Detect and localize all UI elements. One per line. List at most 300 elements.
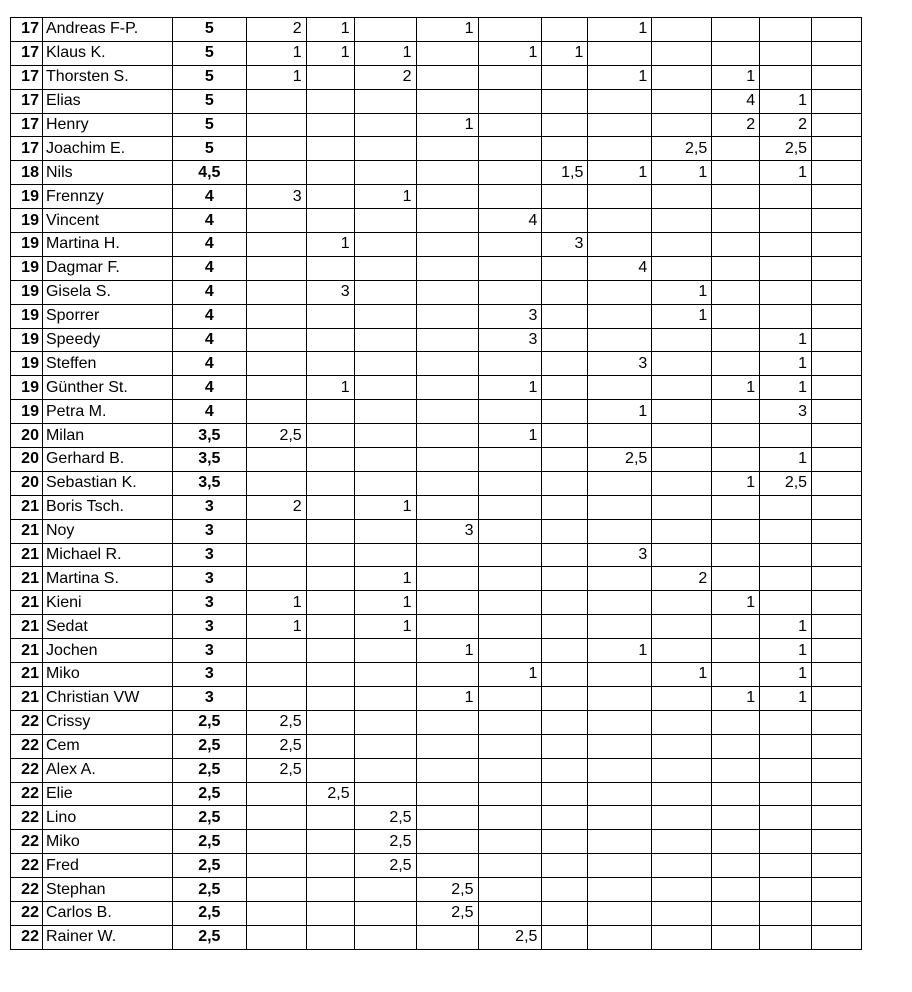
total-points-cell: 4: [172, 400, 246, 424]
total-points-cell: 4,5: [172, 161, 246, 185]
points-cell: [542, 782, 588, 806]
total-points-cell: 2,5: [172, 782, 246, 806]
points-cell: [478, 161, 542, 185]
points-cell: [760, 710, 812, 734]
points-cell: [760, 806, 812, 830]
points-cell: 1: [354, 185, 416, 209]
points-cell: [652, 495, 712, 519]
points-cell: [478, 758, 542, 782]
points-cell: [712, 854, 760, 878]
points-cell: [416, 854, 478, 878]
player-name-cell: Vincent: [42, 209, 172, 233]
points-cell: [542, 185, 588, 209]
points-cell: [246, 304, 306, 328]
total-points-cell: 5: [172, 18, 246, 42]
points-cell: [306, 925, 354, 949]
points-cell: [712, 209, 760, 233]
points-cell: [246, 782, 306, 806]
points-cell: [306, 328, 354, 352]
points-cell: [306, 137, 354, 161]
points-cell: [478, 352, 542, 376]
points-cell: [354, 878, 416, 902]
points-cell: [652, 686, 712, 710]
points-cell: 1: [588, 65, 652, 89]
points-cell: 2,5: [306, 782, 354, 806]
points-cell: 3: [416, 519, 478, 543]
points-cell: 2,5: [652, 137, 712, 161]
points-cell: [712, 806, 760, 830]
points-cell: [812, 543, 862, 567]
points-cell: [542, 639, 588, 663]
table-row: [11, 734, 912, 758]
points-cell: [588, 925, 652, 949]
points-cell: 1: [712, 591, 760, 615]
points-cell: 2,5: [760, 137, 812, 161]
points-cell: [760, 734, 812, 758]
points-cell: [416, 185, 478, 209]
points-cell: [760, 233, 812, 257]
points-cell: [478, 854, 542, 878]
points-cell: [542, 830, 588, 854]
points-cell: [652, 376, 712, 400]
points-cell: [812, 639, 862, 663]
points-cell: [760, 185, 812, 209]
points-cell: 1: [760, 161, 812, 185]
points-cell: [246, 328, 306, 352]
points-cell: [542, 663, 588, 687]
points-cell: 1: [588, 400, 652, 424]
rank-cell: 22: [11, 806, 43, 830]
table-row: [11, 448, 912, 472]
rank-cell: 19: [11, 209, 43, 233]
table-row: [11, 256, 912, 280]
points-cell: [542, 18, 588, 42]
total-points-cell: 4: [172, 352, 246, 376]
player-name-cell: Nils: [42, 161, 172, 185]
points-cell: [812, 376, 862, 400]
points-cell: [478, 543, 542, 567]
points-cell: [652, 615, 712, 639]
table-row: [11, 352, 912, 376]
points-cell: [652, 400, 712, 424]
points-cell: 3: [588, 543, 652, 567]
points-cell: [588, 519, 652, 543]
table-row: [11, 591, 912, 615]
points-cell: 1: [354, 495, 416, 519]
points-cell: [246, 161, 306, 185]
player-name-cell: Christian VW: [42, 686, 172, 710]
points-cell: [542, 806, 588, 830]
points-cell: [416, 830, 478, 854]
rank-cell: 17: [11, 137, 43, 161]
points-cell: 1: [306, 18, 354, 42]
table-row: [11, 806, 912, 830]
points-cell: [812, 304, 862, 328]
points-cell: [306, 543, 354, 567]
player-name-cell: Carlos B.: [42, 901, 172, 925]
points-cell: [588, 901, 652, 925]
points-cell: 1: [478, 424, 542, 448]
points-cell: [478, 495, 542, 519]
points-cell: [652, 519, 712, 543]
points-cell: 1: [588, 639, 652, 663]
points-cell: [588, 663, 652, 687]
points-cell: [588, 280, 652, 304]
points-cell: 1: [712, 686, 760, 710]
points-cell: [246, 543, 306, 567]
points-cell: 2: [712, 113, 760, 137]
player-name-cell: Petra M.: [42, 400, 172, 424]
table-row: [11, 424, 912, 448]
total-points-cell: 5: [172, 89, 246, 113]
points-cell: [246, 448, 306, 472]
points-cell: 2,5: [246, 758, 306, 782]
points-cell: [246, 471, 306, 495]
points-cell: [306, 400, 354, 424]
points-cell: 1: [306, 376, 354, 400]
points-cell: [812, 256, 862, 280]
points-cell: [306, 639, 354, 663]
points-cell: [760, 424, 812, 448]
points-cell: [416, 233, 478, 257]
rank-cell: 17: [11, 113, 43, 137]
points-cell: [542, 209, 588, 233]
points-cell: [246, 352, 306, 376]
points-cell: [478, 65, 542, 89]
points-cell: 1: [416, 18, 478, 42]
points-cell: 2,5: [246, 734, 306, 758]
table-row: [11, 41, 912, 65]
points-cell: [812, 591, 862, 615]
total-points-cell: 5: [172, 65, 246, 89]
player-name-cell: Frennzy: [42, 185, 172, 209]
points-cell: [712, 830, 760, 854]
points-cell: [812, 663, 862, 687]
points-cell: [354, 734, 416, 758]
points-cell: [542, 854, 588, 878]
points-cell: [652, 591, 712, 615]
player-name-cell: Michael R.: [42, 543, 172, 567]
total-points-cell: 3,5: [172, 424, 246, 448]
points-cell: [712, 304, 760, 328]
points-cell: [812, 830, 862, 854]
points-cell: [760, 18, 812, 42]
points-cell: 1: [306, 41, 354, 65]
player-name-cell: Gisela S.: [42, 280, 172, 304]
points-cell: [712, 543, 760, 567]
points-cell: 1: [478, 41, 542, 65]
points-cell: [246, 663, 306, 687]
rank-cell: 21: [11, 686, 43, 710]
points-cell: 2,5: [478, 925, 542, 949]
total-points-cell: 2,5: [172, 734, 246, 758]
total-points-cell: 4: [172, 280, 246, 304]
points-cell: [588, 209, 652, 233]
points-cell: [306, 710, 354, 734]
points-cell: [812, 878, 862, 902]
table-row: [11, 495, 912, 519]
points-cell: 1: [542, 41, 588, 65]
points-cell: [652, 424, 712, 448]
table-row: [11, 758, 912, 782]
points-cell: [478, 280, 542, 304]
total-points-cell: 4: [172, 304, 246, 328]
points-cell: [354, 400, 416, 424]
table-row: [11, 18, 912, 42]
points-cell: [416, 352, 478, 376]
points-cell: [542, 352, 588, 376]
points-cell: [588, 233, 652, 257]
rank-cell: 19: [11, 376, 43, 400]
points-cell: [478, 137, 542, 161]
total-points-cell: 5: [172, 137, 246, 161]
points-cell: 1: [354, 567, 416, 591]
points-cell: [306, 591, 354, 615]
total-points-cell: 3: [172, 567, 246, 591]
points-cell: [712, 18, 760, 42]
points-cell: [246, 901, 306, 925]
points-cell: [588, 806, 652, 830]
table-row: [11, 663, 912, 687]
points-cell: [712, 878, 760, 902]
points-cell: [354, 448, 416, 472]
points-cell: [712, 663, 760, 687]
points-cell: [588, 734, 652, 758]
player-name-cell: Sebastian K.: [42, 471, 172, 495]
points-cell: [712, 328, 760, 352]
points-cell: [416, 495, 478, 519]
points-cell: [246, 686, 306, 710]
points-cell: 1: [416, 639, 478, 663]
points-cell: [354, 328, 416, 352]
points-cell: [416, 137, 478, 161]
points-cell: [812, 925, 862, 949]
points-cell: [652, 758, 712, 782]
points-cell: [354, 686, 416, 710]
points-cell: [588, 591, 652, 615]
rank-cell: 21: [11, 543, 43, 567]
points-cell: [354, 161, 416, 185]
points-cell: [760, 854, 812, 878]
points-cell: [306, 663, 354, 687]
points-cell: 1: [760, 352, 812, 376]
points-cell: [416, 209, 478, 233]
points-cell: [712, 734, 760, 758]
points-cell: [712, 448, 760, 472]
points-cell: [542, 256, 588, 280]
points-cell: [588, 495, 652, 519]
points-cell: [354, 471, 416, 495]
points-cell: [246, 519, 306, 543]
points-cell: [354, 758, 416, 782]
points-cell: [478, 113, 542, 137]
points-cell: [652, 639, 712, 663]
total-points-cell: 2,5: [172, 854, 246, 878]
points-cell: [760, 280, 812, 304]
points-cell: [306, 161, 354, 185]
table-row: [11, 328, 912, 352]
points-cell: 1: [712, 376, 760, 400]
points-cell: 2,5: [246, 710, 306, 734]
total-points-cell: 4: [172, 376, 246, 400]
points-cell: [416, 280, 478, 304]
points-cell: [712, 280, 760, 304]
rank-cell: 19: [11, 233, 43, 257]
rank-cell: 21: [11, 615, 43, 639]
points-cell: [542, 901, 588, 925]
points-cell: [306, 209, 354, 233]
points-cell: [652, 925, 712, 949]
points-cell: [246, 400, 306, 424]
rank-cell: 22: [11, 901, 43, 925]
table-row: [11, 710, 912, 734]
points-cell: [478, 567, 542, 591]
points-cell: [246, 806, 306, 830]
points-cell: [478, 471, 542, 495]
points-cell: [354, 352, 416, 376]
points-cell: [478, 901, 542, 925]
table-row: [11, 233, 912, 257]
points-cell: [306, 854, 354, 878]
table-row: [11, 901, 912, 925]
points-cell: [306, 65, 354, 89]
points-cell: [588, 304, 652, 328]
points-cell: [306, 806, 354, 830]
points-cell: [354, 137, 416, 161]
table-row: [11, 615, 912, 639]
table-row: [11, 782, 912, 806]
points-cell: 1: [760, 615, 812, 639]
points-cell: [478, 18, 542, 42]
points-cell: [306, 448, 354, 472]
total-points-cell: 3: [172, 639, 246, 663]
rank-cell: 19: [11, 400, 43, 424]
total-points-cell: 2,5: [172, 830, 246, 854]
points-cell: [812, 615, 862, 639]
points-cell: 1: [760, 686, 812, 710]
points-cell: [416, 89, 478, 113]
rank-cell: 17: [11, 65, 43, 89]
points-cell: [812, 137, 862, 161]
points-cell: [416, 256, 478, 280]
points-cell: [416, 41, 478, 65]
points-cell: 1: [246, 65, 306, 89]
points-cell: [588, 854, 652, 878]
total-points-cell: 3,5: [172, 471, 246, 495]
points-cell: [354, 901, 416, 925]
points-cell: 3: [760, 400, 812, 424]
points-cell: [246, 854, 306, 878]
points-cell: [588, 424, 652, 448]
points-cell: [712, 519, 760, 543]
points-cell: [478, 710, 542, 734]
player-name-cell: Henry: [42, 113, 172, 137]
rank-cell: 21: [11, 639, 43, 663]
points-cell: [246, 280, 306, 304]
points-cell: 1,5: [542, 161, 588, 185]
points-cell: [542, 424, 588, 448]
points-cell: [712, 161, 760, 185]
points-cell: [712, 185, 760, 209]
points-cell: [246, 376, 306, 400]
points-cell: [542, 448, 588, 472]
points-cell: [478, 519, 542, 543]
table-row: [11, 878, 912, 902]
points-cell: [712, 901, 760, 925]
player-name-cell: Crissy: [42, 710, 172, 734]
player-name-cell: Miko: [42, 830, 172, 854]
points-cell: [306, 471, 354, 495]
points-cell: 1: [306, 233, 354, 257]
points-cell: [652, 734, 712, 758]
points-cell: [478, 830, 542, 854]
points-cell: [542, 519, 588, 543]
table-row: [11, 65, 912, 89]
points-cell: 3: [246, 185, 306, 209]
player-name-cell: Joachim E.: [42, 137, 172, 161]
points-cell: [542, 89, 588, 113]
rank-cell: 18: [11, 161, 43, 185]
rank-cell: 22: [11, 758, 43, 782]
table-row: [11, 471, 912, 495]
points-cell: [588, 686, 652, 710]
points-cell: [588, 567, 652, 591]
points-cell: [306, 495, 354, 519]
points-cell: 3: [478, 328, 542, 352]
points-cell: [812, 471, 862, 495]
points-cell: [416, 161, 478, 185]
points-cell: [812, 18, 862, 42]
total-points-cell: 2,5: [172, 710, 246, 734]
points-cell: [760, 304, 812, 328]
points-cell: [712, 639, 760, 663]
points-cell: [478, 878, 542, 902]
points-cell: 1: [652, 663, 712, 687]
points-cell: [652, 185, 712, 209]
points-cell: [812, 854, 862, 878]
table-row: [11, 209, 912, 233]
total-points-cell: 2,5: [172, 925, 246, 949]
total-points-cell: 2,5: [172, 878, 246, 902]
points-cell: [542, 734, 588, 758]
points-cell: [712, 615, 760, 639]
points-cell: [542, 686, 588, 710]
points-cell: 1: [588, 161, 652, 185]
points-cell: [542, 710, 588, 734]
player-name-cell: Rainer W.: [42, 925, 172, 949]
total-points-cell: 3: [172, 615, 246, 639]
total-points-cell: 3: [172, 519, 246, 543]
rank-cell: 20: [11, 471, 43, 495]
points-cell: [478, 233, 542, 257]
points-cell: [652, 328, 712, 352]
points-cell: [246, 89, 306, 113]
points-cell: 2: [354, 65, 416, 89]
points-cell: [542, 280, 588, 304]
points-cell: [812, 448, 862, 472]
points-cell: [542, 495, 588, 519]
points-cell: [588, 878, 652, 902]
points-cell: [542, 328, 588, 352]
rank-cell: 19: [11, 352, 43, 376]
points-cell: [588, 376, 652, 400]
table-row: [11, 639, 912, 663]
rank-cell: 21: [11, 495, 43, 519]
table-body: [11, 18, 912, 950]
points-cell: 1: [760, 448, 812, 472]
player-name-cell: Milan: [42, 424, 172, 448]
points-cell: [812, 65, 862, 89]
